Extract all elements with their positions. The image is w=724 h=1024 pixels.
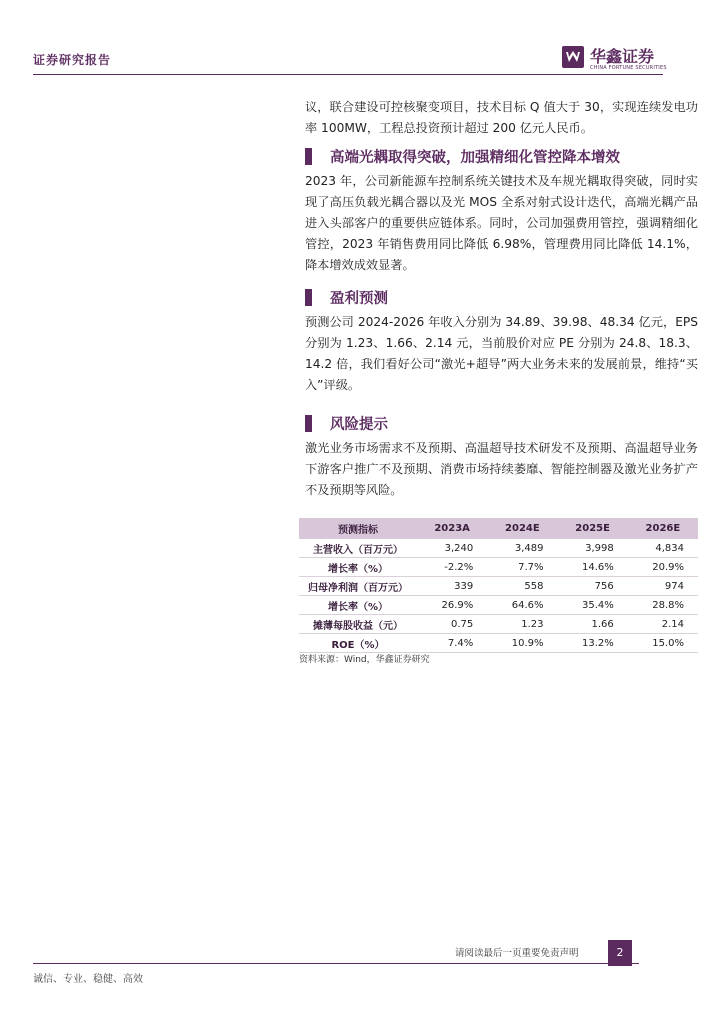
section-paragraph-forecast: 预测公司 2024-2026 年收入分别为 34.89、39.98、48.34 亿元，EPS 分别为 1.23、1.66、2.14 元，当前股价对应 PE 分别为 24.8、18.3、14.2 倍，我们看好公司“激光+超导”两大业务未来的发展前景，维持“买入”评级。 <box>305 315 698 392</box>
table-header-cell: 2023A <box>417 518 487 539</box>
footer-divider <box>33 963 639 964</box>
table-row <box>299 558 698 577</box>
logo-name-en: CHINA FORTUNE SECURITIES <box>590 65 667 71</box>
table-cell: 0.75 <box>417 615 487 634</box>
header-divider <box>33 74 663 75</box>
section-heading-optocoupler <box>305 145 698 167</box>
heading-bar-icon <box>305 415 312 432</box>
table-row <box>299 577 698 596</box>
section-paragraph-optocoupler: 2023 年，公司新能源车控制系统关键技术及车规光耦取得突破，同时实现了高压负载光耦合器以及光 MOS 全系对射式设计迭代，高端光耦产品进入头部客户的重要供应链体系。同时，公司加强费用管控，强调精细化管控，2023 年销售费用同比降低 6.98%，管理费用同比降低 14.1%，降本增效成效显著。 <box>305 174 698 272</box>
table-row <box>299 615 698 634</box>
table-row <box>299 634 698 653</box>
table-cell: 1.23 <box>487 615 557 634</box>
table-cell: 1.66 <box>558 615 628 634</box>
report-type-label: 证券研究报告 <box>33 53 112 67</box>
table-header-cell: 2025E <box>558 518 628 539</box>
section-heading-forecast <box>305 286 698 308</box>
table-cell: 28.8% <box>628 596 698 615</box>
section-heading-risk <box>305 412 698 434</box>
table-row <box>299 539 698 558</box>
page-number: 2 <box>608 940 632 966</box>
table-cell: 7.4% <box>417 634 487 653</box>
table-cell: 64.6% <box>487 596 557 615</box>
table-cell: 2.14 <box>628 615 698 634</box>
row-label: 摊薄每股收益（元） <box>299 615 417 634</box>
section-title: 高端光耦取得突破，加强精细化管控降本增效 <box>330 149 620 166</box>
company-logo <box>562 44 667 74</box>
heading-bar-icon <box>305 148 312 165</box>
table-cell: -2.2% <box>417 558 487 577</box>
table-cell: 3,240 <box>417 539 487 558</box>
table-cell: 10.9% <box>487 634 557 653</box>
intro-paragraph: 议，联合建设可控核聚变项目，技术目标 Q 值大于 30，实现连续发电功率 100MW，工程总投资预计超过 200 亿元人民币。 <box>305 100 698 135</box>
logo-mark-icon <box>562 46 584 68</box>
table-cell: 3,998 <box>558 539 628 558</box>
row-label: 主营收入（百万元） <box>299 539 417 558</box>
logo-name-cn: 华鑫证券 <box>590 47 655 66</box>
row-label: ROE（%） <box>299 634 417 653</box>
table-source-note: 资料来源：Wind，华鑫证券研究 <box>299 655 430 665</box>
table-cell: 339 <box>417 577 487 596</box>
report-body <box>305 97 698 501</box>
table-cell: 13.2% <box>558 634 628 653</box>
row-label: 增长率（%） <box>299 596 417 615</box>
table-cell: 4,834 <box>628 539 698 558</box>
table-header-cell: 2026E <box>628 518 698 539</box>
section-paragraph-risk: 激光业务市场需求不及预期、高温超导技术研发不及预期、高温超导业务下游客户推广不及预期、消费市场持续萎靡、智能控制器及激光业务扩产不及预期等风险。 <box>305 441 698 497</box>
table-header-row <box>299 518 698 539</box>
heading-bar-icon <box>305 289 312 306</box>
section-title: 风险提示 <box>330 416 388 433</box>
table-cell: 15.0% <box>628 634 698 653</box>
table-cell: 26.9% <box>417 596 487 615</box>
row-label: 归母净利润（百万元） <box>299 577 417 596</box>
table-cell: 7.7% <box>487 558 557 577</box>
row-label: 增长率（%） <box>299 558 417 577</box>
table-cell: 974 <box>628 577 698 596</box>
table-cell: 35.4% <box>558 596 628 615</box>
table-cell: 756 <box>558 577 628 596</box>
forecast-table <box>299 518 698 653</box>
disclaimer-note: 请阅读最后一页重要免责声明 <box>455 948 579 959</box>
table-cell: 20.9% <box>628 558 698 577</box>
table-header-cell: 预测指标 <box>299 518 417 539</box>
company-motto: 诚信、专业、稳健、高效 <box>33 974 143 985</box>
table-cell: 14.6% <box>558 558 628 577</box>
table-row <box>299 596 698 615</box>
table-cell: 558 <box>487 577 557 596</box>
table-header-cell: 2024E <box>487 518 557 539</box>
table-cell: 3,489 <box>487 539 557 558</box>
section-title: 盈利预测 <box>330 290 388 307</box>
